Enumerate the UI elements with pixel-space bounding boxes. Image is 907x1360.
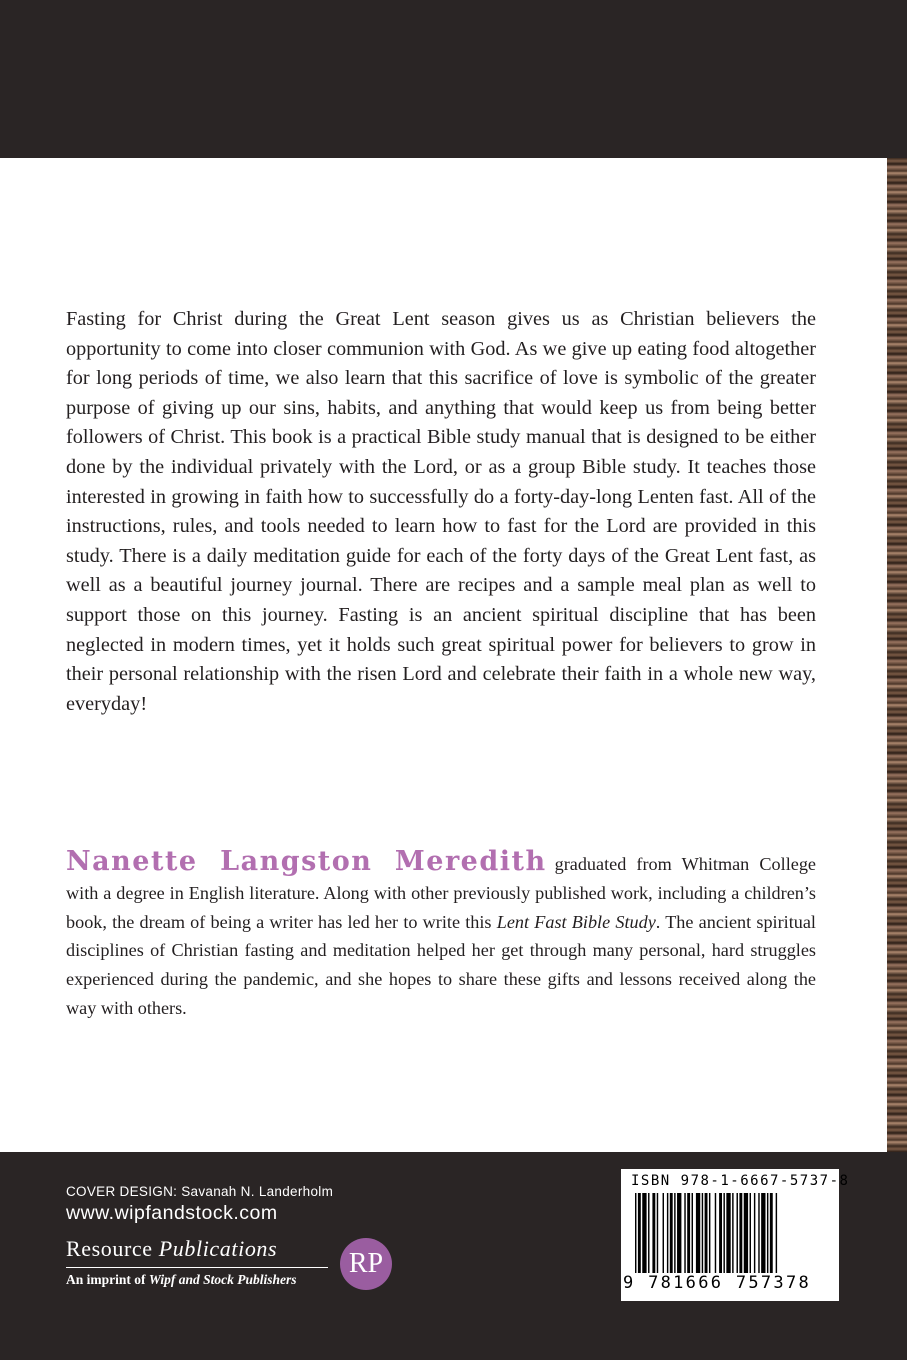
barcode-bar bbox=[642, 1193, 646, 1273]
publisher-word1: Resource bbox=[66, 1236, 153, 1261]
barcode-bar bbox=[635, 1193, 636, 1273]
imprint-name: Wipf and Stock Publishers bbox=[148, 1272, 297, 1287]
barcode-bar bbox=[657, 1193, 658, 1273]
barcode-bar bbox=[648, 1193, 649, 1273]
barcode-bars bbox=[635, 1193, 831, 1273]
barcode-bar bbox=[692, 1193, 693, 1273]
barcode-bar bbox=[744, 1193, 748, 1273]
barcode-bar bbox=[684, 1193, 685, 1273]
barcode-bar bbox=[726, 1193, 730, 1273]
barcode-bar bbox=[709, 1193, 710, 1273]
isbn-barcode bbox=[621, 1169, 850, 1301]
author-bio bbox=[66, 848, 816, 1023]
publisher-word2: Publications bbox=[158, 1236, 278, 1261]
imprint-prefix: An imprint of bbox=[66, 1272, 146, 1287]
barcode-bar bbox=[758, 1193, 759, 1273]
imprint-line bbox=[66, 1272, 297, 1288]
barcode-bar bbox=[754, 1193, 755, 1273]
barcode-bar bbox=[667, 1193, 668, 1273]
barcode-bar bbox=[737, 1193, 738, 1273]
barcode-bar bbox=[652, 1193, 655, 1273]
barcode-bar bbox=[770, 1193, 773, 1273]
barcode-bar bbox=[723, 1193, 724, 1273]
barcode-bar bbox=[715, 1193, 716, 1273]
barcode-bar bbox=[719, 1193, 722, 1273]
bio-text-part1: graduated from Whitman College with a degree in English literature. Along with other previously published work, including a children’s book, the dream of being a writer has led her to write this bbox=[66, 854, 816, 932]
barcode-bar bbox=[776, 1193, 777, 1273]
top-dark-band bbox=[0, 0, 907, 158]
isbn-label: ISBN 978-1-6667-5737-8 bbox=[631, 1173, 850, 1189]
author-name: Nanette Langston Meredith bbox=[66, 846, 547, 877]
barcode-bar bbox=[702, 1193, 703, 1273]
barcode-bar bbox=[670, 1193, 673, 1273]
barcode-bar bbox=[732, 1193, 733, 1273]
barcode-bar bbox=[677, 1193, 681, 1273]
rp-logo-icon: RP bbox=[340, 1238, 392, 1290]
barcode-bar bbox=[705, 1193, 708, 1273]
publisher-name bbox=[66, 1236, 277, 1262]
barcode-bar bbox=[761, 1193, 765, 1273]
book-description: Fasting for Christ during the Great Lent season gives us as Christian believers the opportunity to come into closer communion with God. As we give up eating food altogether for long periods of time, we also learn that this sacrifice of love is symbolic of the greater purpose of giving up our sins, habits, and anything that would keep us from being better followers of Christ. This book is a practical Bible study manual that is designed to be either done by the individual privately with the Lord, or as a group Bible study. It teaches those interested in growing in faith how to successfully do a forty-day-long Lenten fast. All of the instructions, rules, and tools needed to learn how to fast for the Lord are provided in this study. There is a daily meditation guide for each of the forty days of the Great Lent fast, as well as a beautiful journey journal. There are recipes and a sample meal plan as well to support those on this journey. Fasting is an ancient spiritual discipline that has been neglected in modern times, yet it holds such great spiritual power for believers to grow in their personal relationship with the risen Lord and celebrate their faith in a whole new way, everyday! bbox=[66, 308, 816, 715]
publisher-divider bbox=[66, 1267, 328, 1268]
wood-texture-edge bbox=[887, 158, 907, 1158]
back-cover-panel bbox=[0, 158, 887, 1152]
barcode-bar bbox=[687, 1193, 690, 1273]
cover-design-credit: COVER DESIGN: Savanah N. Landerholm bbox=[66, 1184, 334, 1199]
barcode-bar bbox=[696, 1193, 700, 1273]
barcode-digits: 9 781666 757378 bbox=[623, 1273, 812, 1293]
bio-book-title: Lent Fast Bible Study bbox=[496, 911, 656, 932]
barcode-bar bbox=[638, 1193, 641, 1273]
barcode-bar bbox=[750, 1193, 751, 1273]
barcode-bar bbox=[663, 1193, 664, 1273]
barcode-bar bbox=[767, 1193, 768, 1273]
barcode-bar bbox=[674, 1193, 675, 1273]
barcode-bar bbox=[739, 1193, 742, 1273]
publisher-website[interactable]: www.wipfandstock.com bbox=[66, 1202, 278, 1224]
bio-text-part2: . The ancient spiritual disciplines of Christian fasting and meditation helped her get through many personal, hard struggles experienced during the pandemic, and she hopes to share these gifts and lessons received along the way with others. bbox=[66, 911, 816, 1018]
